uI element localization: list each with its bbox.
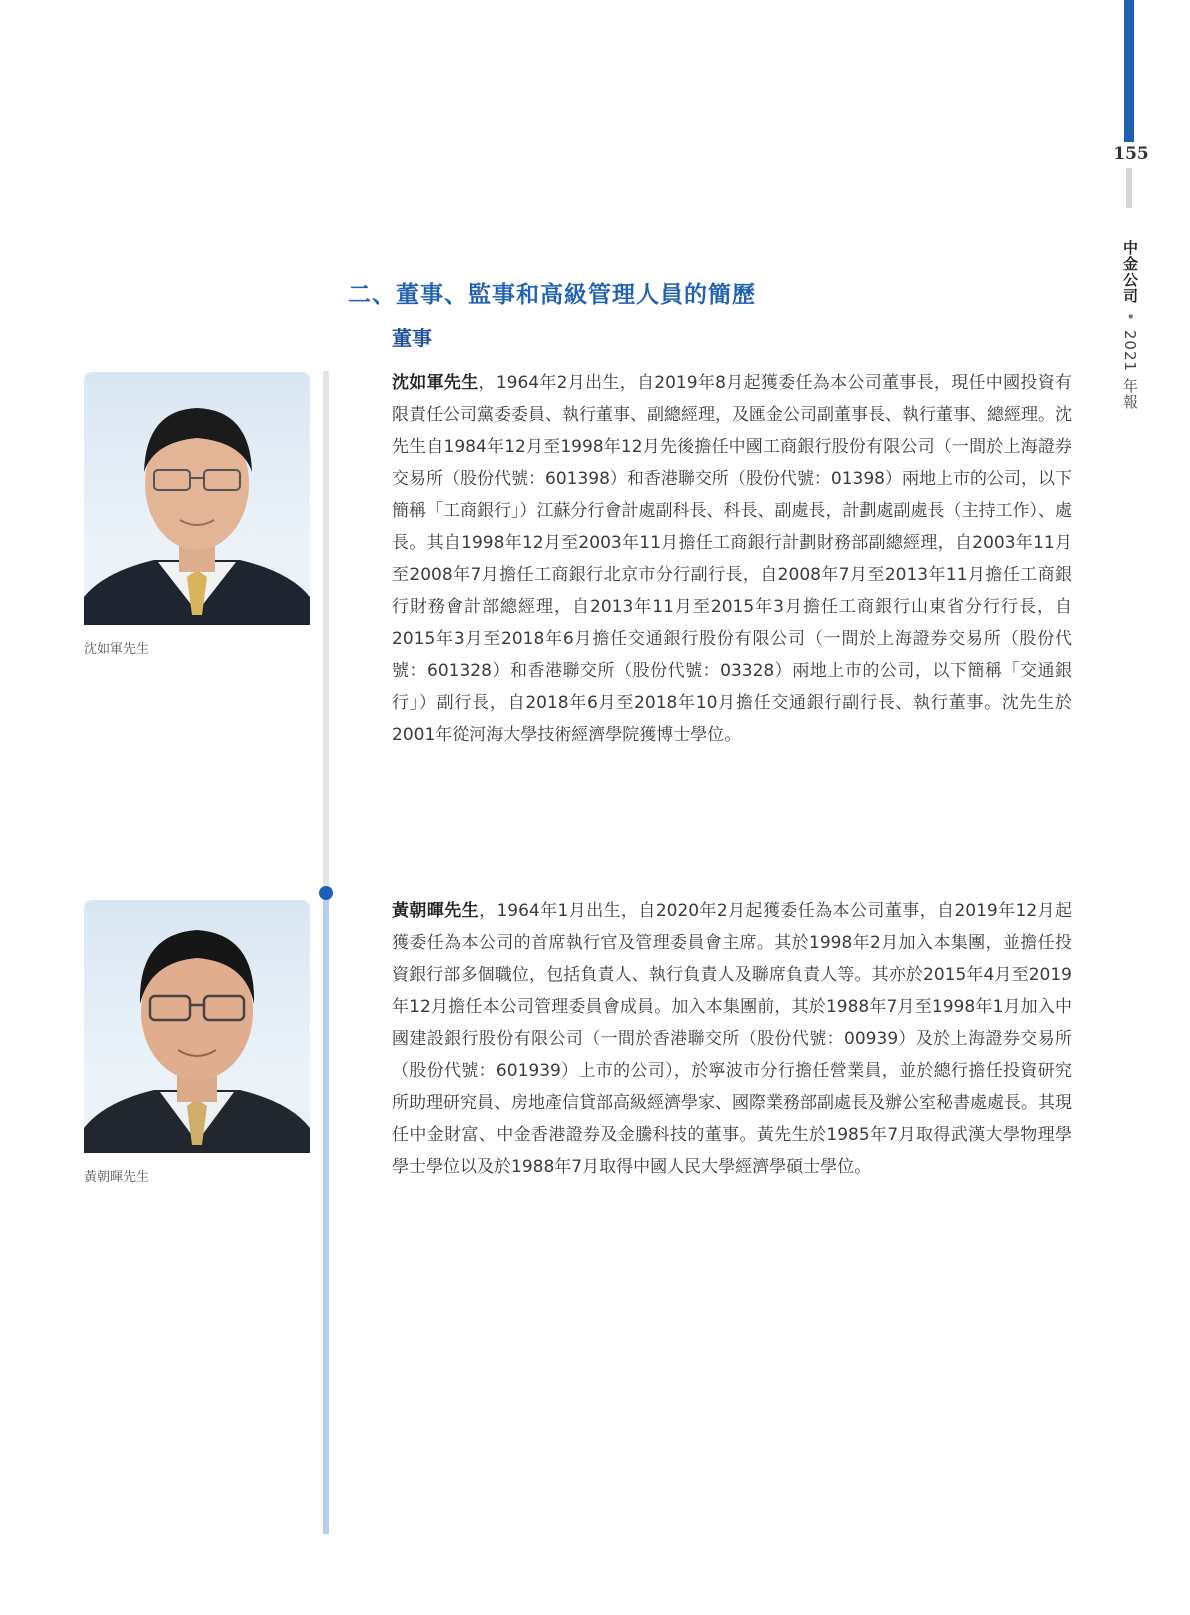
report-name: 2021 年報 — [1121, 329, 1139, 410]
director-name-2: 黃朝暉先生 — [392, 901, 480, 921]
report-side-label — [1119, 240, 1141, 410]
page-edge-bar — [1124, 0, 1134, 142]
page-number: 155 — [1113, 144, 1149, 164]
biography-text-2: ，1964年1月出生，自2020年2月起獲委任為本公司董事，自2019年12月起獲委任為本公司的首席執行官及管理委員會主席。其於1998年2月加入本集團，並擔任投資銀行部多個職位，包括負責人、執行負責人及聯席負責人等。其亦於2015年4月至2019年12月擔任本公司管理委員會成員。加入本集團前，其於1988年7月至1998年1月加入中國建設銀行股份有限公司（一間於香港聯交所（股份代號：00939）及於上海證券交易所（股份代號：601939）上市的公司），於寧波市分行擔任營業員，並於總行擔任投資研究所助理研究員、房地產信貸部高級經濟學家、國際業務部副處長及辦公室秘書處處長。其現任中金財富、中金香港證券及金騰科技的董事。黃先生於1985年7月取得武漢大學物理學學士學位以及於1988年7月取得中國人民大學經濟學碩士學位。 — [392, 901, 1073, 1177]
portrait-photo-1 — [84, 372, 310, 625]
portrait-photo-2 — [84, 900, 310, 1153]
separator-dot: • — [1121, 312, 1139, 322]
timeline-marker — [319, 886, 333, 900]
portrait-caption-2: 黃朝暉先生 — [84, 1170, 150, 1185]
biography-1 — [392, 367, 1072, 751]
section-title: 二、董事、監事和高級管理人員的簡歷 — [348, 282, 756, 308]
timeline-line-upper — [323, 371, 329, 891]
company-name: 中金公司 — [1121, 240, 1139, 304]
portrait-caption-1: 沈如軍先生 — [84, 642, 150, 657]
section-subtitle: 董事 — [392, 326, 432, 350]
biography-text-1: ，1964年2月出生，自2019年8月起獲委任為本公司董事長，現任中國投資有限責任公司黨委委員、執行董事、副總經理，及匯金公司副董事長、執行董事、總經理。沈先生自1984年12月至1998年12月先後擔任中國工商銀行股份有限公司（一間於上海證券交易所（股份代號：601398）和香港聯交所（股份代號：01398）兩地上市的公司，以下簡稱「工商銀行」）江蘇分行會計處副科長、科長、副處長，計劃處副處長（主持工作）、處長。其自1998年12月至2003年11月擔任工商銀行計劃財務部副總經理，自2003年11月至2008年7月擔任工商銀行北京市分行副行長，自2008年7月至2013年11月擔任工商銀行財務會計部總經理，自2013年11月至2015年3月擔任工商銀行山東省分行行長，自2015年3月至2018年6月擔任交通銀行股份有限公司（一間於上海證券交易所（股份代號：601328）和香港聯交所（股份代號：03328）兩地上市的公司，以下簡稱「交通銀行」）副行長，自2018年6月至2018年10月擔任交通銀行副行長、執行董事。沈先生於2001年從河海大學技術經濟學院獲博士學位。 — [392, 373, 1072, 745]
page-edge-bar-lower — [1126, 168, 1132, 208]
timeline-line-lower — [323, 891, 329, 1534]
biography-2 — [392, 895, 1072, 1183]
director-name-1: 沈如軍先生 — [392, 373, 479, 393]
